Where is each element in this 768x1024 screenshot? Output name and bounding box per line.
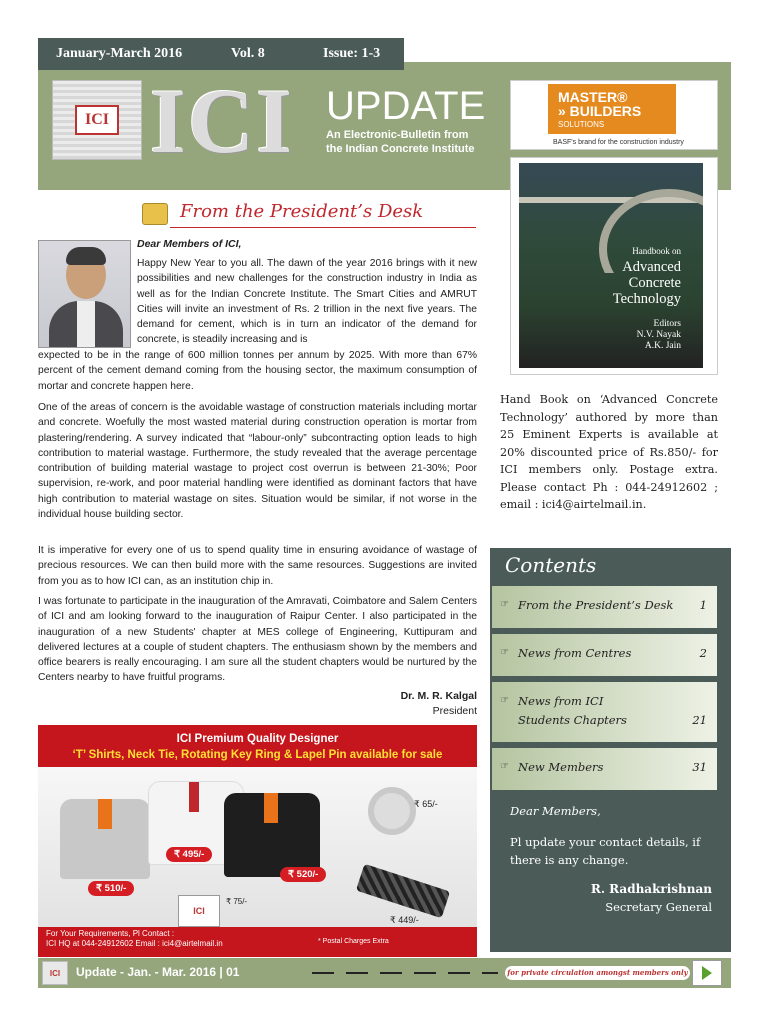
ad-contact: For Your Requirements, Pl Contact : ICI HQ at 044-24912602 Email : ici4@airtelmail.in [46,929,223,948]
book-title: Handbook on Advanced Concrete Technology [612,246,681,307]
members-note-salutation: Dear Members, [510,804,601,818]
price-tie: ₹ 449/- [390,915,419,925]
price-black-shirt: ₹ 520/- [280,867,326,882]
book-description: Hand Book on ‘Advanced Concrete Technology’ authored by more than 25 Eminent Experts is available at 20% discounted price of Rs.850/- for ICI members only. Postage extra. Please contact Ph : 044-24912602 ; email : ici4@airtelmail.in. [500,393,718,511]
issue-volume: Vol. 8 [231,46,265,61]
toc-item-student-chapters[interactable]: ☞ News from ICI Students Chapters 21 [492,682,717,742]
footer-title: Update - Jan. - Mar. 2016 | 01 [76,965,240,979]
price-pin: ₹ 75/- [226,897,248,906]
masthead-subtitle: An Electronic-Bulletin from the Indian Concrete Institute [326,129,475,155]
letter-salutation: Dear Members of ICI, [137,238,242,250]
price-grey-shirt: ₹ 510/- [88,881,134,896]
master-builders-logo: MASTER® » BUILDERS SOLUTIONS [548,84,676,134]
secretary-name: R. Radhakrishnan [590,882,712,896]
grey-tshirt [60,799,150,879]
letter-signer: Dr. M. R. Kalgal [400,690,477,702]
pointing-hand-icon: ☞ [500,599,509,610]
price-white-shirt: ₹ 495/- [166,847,212,862]
toc-item-presidents-desk[interactable]: ☞ From the President’s Desk 1 [492,586,717,628]
heading-rule [170,227,476,228]
toc-item-new-members[interactable]: ☞ New Members 31 [492,748,717,790]
black-tshirt [224,793,320,877]
footer-logo: ICI [42,961,68,985]
pointing-hand-icon: ☞ [500,761,509,772]
ad-subtitle: ‘T’ Shirts, Neck Tie, Rotating Key Ring & Lapel Pin available for sale [72,749,443,761]
contents-title: Contents [505,553,597,577]
merchandise-ad[interactable] [38,725,477,957]
issue-bar [38,38,404,70]
sponsor-tagline: BASF's brand for the construction industry [553,139,684,146]
letter-paragraph-1-continued: expected to be in the range of 600 million tonnes per annum by 2025. With more than 67% percent of the cement demand coming from the housing sector, the maximum consumption of mortar and concrete happen here. [38,350,477,392]
ad-title: ICI Premium Quality Designer [176,733,339,745]
ad-postal-note: * Postal Charges Extra [318,938,389,945]
neck-tie [356,864,450,918]
letter-signer-role: President [432,705,477,717]
next-page-arrow-icon[interactable] [692,960,722,986]
issue-date: January-March 2016 [56,46,183,61]
secretary-role: Secretary General [605,900,712,914]
letter-paragraph-2: One of the areas of concern is the avoidable wastage of construction materials including mortar and concrete. Woefully the most wasted material during construction operation is mortar from plastering/rendering. A survey indicated that “labour-only” subcontracting option leads to high contribution to material wastage. Furthermore, the study revealed that the average percentage contribution of building material wastage to project cost overrun is between 21-30%; Poor supervision, re-work, and poor material handling were identified as dominant factors that have high contribution to material wastage on sites. Situation would be similar, if not worse in the individual house building sector. [38,402,477,521]
letter-paragraph-1: Happy New Year to you all. The dawn of the year 2016 brings with it new possibilities and new challenges for the construction industry in India as well as for the Indian Concrete Institute. The Smart Cities and AMRUT Cities will invite an investment of Rs. 2 trillion in the next five years. The demand for cement, which is in turn an indicator of the demand for concrete, is steadily increasing and is [137,258,477,346]
book-cover [519,163,703,368]
footer-circulation-note: for private circulation amongst members only [505,966,690,980]
president-photo [38,240,131,348]
letter-paragraph-4: I was fortunate to participate in the inauguration of the Amravati, Coimbatore and Salem Centers of ICI and am looking forward to the inauguration of Raipur Center. I also participated in the inauguration of a new Students' chapter at MES college of Engineering, Kuttipuram and delivered lectures at a couple of student chapters. The enthusiasm shown by the members and office bearers is really encouraging. I am sure all the student chapters would be nurtured by the Centers nearby to have fruitful programs. [38,596,477,684]
issue-number: Issue: 1-3 [323,46,381,61]
letter-paragraph-3: It is imperative for every one of us to spend quality time in ensuring avoidance of wastage of precious resources. We can then build more with the same resources. Suggestions are invited from you as to how ICI can, as an institution chip in. [38,545,477,587]
envelope-icon [142,203,168,225]
president-heading: From the President’s Desk [180,201,424,222]
pointing-hand-icon: ☞ [500,695,509,706]
masthead-ici: ICI [150,70,295,172]
footer-dashes [312,972,498,974]
pointing-hand-icon: ☞ [500,647,509,658]
book-editors: Editors N.V. Nayak A.K. Jain [636,319,681,351]
key-ring [368,787,416,835]
price-keyring: ₹ 65/- [414,799,438,809]
ici-logo-text: ICI [75,105,119,135]
toc-item-news-centres[interactable]: ☞ News from Centres 2 [492,634,717,676]
masthead-title: UPDATE [326,84,486,128]
ici-logo [52,80,142,160]
lapel-pin: ICI [178,895,220,927]
members-note-message: Pl update your contact details, if there is any change. [510,835,701,867]
ad-product-panel [38,767,477,927]
